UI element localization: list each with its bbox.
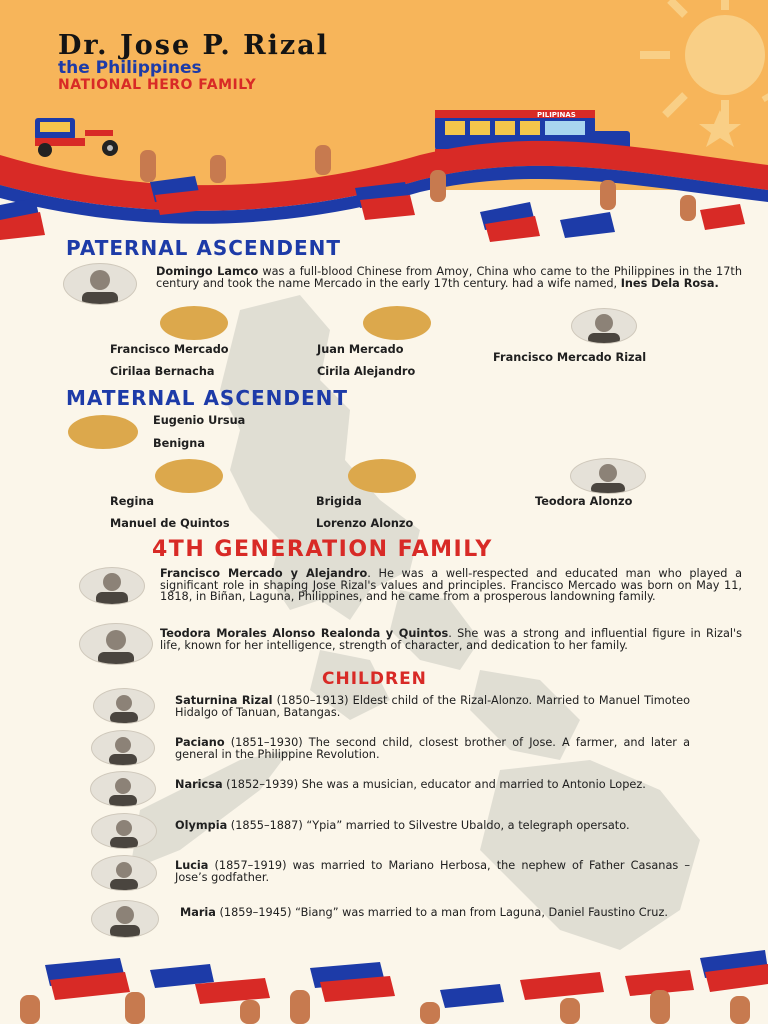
placeholder-circle [160, 306, 228, 340]
child-name: Naricsa [175, 778, 223, 791]
father-text [160, 568, 742, 603]
mother-name: Teodora Morales Alonso Realonda y Quintos [160, 627, 449, 640]
person-icon [92, 731, 154, 765]
ines-dela-rosa-name: Ines Dela Rosa. [620, 276, 719, 290]
name-brigida: Brigida [316, 495, 362, 508]
page-tagline: NATIONAL HERO FAMILY [58, 77, 257, 93]
child-name: Olympia [175, 819, 228, 832]
fourth-generation-heading: 4TH GENERATION FAMILY [152, 537, 493, 562]
portrait-teodora-morales [79, 623, 153, 665]
person-icon [64, 264, 136, 304]
child-name: Maria [180, 906, 216, 919]
flag-strip-bottom [0, 940, 768, 1024]
name-regina: Regina [110, 495, 154, 508]
child-desc: (1850–1913) Eldest child of the Rizal-Alonzo. Married to Manuel Timoteo Hidalgo of Tanuan, Batangas. [175, 694, 690, 719]
child-desc: (1852–1939) She was a musician, educator and married to Antonio Lopez. [222, 778, 646, 791]
placeholder-circle [68, 415, 138, 449]
portrait-saturnina [93, 688, 155, 724]
child-olympia [175, 820, 690, 832]
placeholder-circle [363, 306, 431, 340]
paternal-heading: PATERNAL ASCENDENT [66, 236, 341, 260]
person-icon [92, 814, 156, 848]
name-benigna: Benigna [153, 437, 205, 450]
domingo-lamco-desc: was a full-blood Chinese from Amoy, China who came to the Philippines in the 17th century and took the name Mercado in the early 17th century. had a wife named, [156, 265, 743, 290]
name-juan-mercado: Juan Mercado [317, 343, 404, 356]
portrait-lucia [91, 855, 157, 891]
name-cirilaa-bernacha: Cirilaa Bernacha [110, 365, 215, 378]
child-desc: (1857–1919) was married to Mariano Herbosa, the nephew of Father Casanas – Jose’s godfather. [175, 859, 690, 884]
page-subtitle: the Philippines [58, 58, 202, 78]
name-francisco-mercado: Francisco Mercado [110, 343, 229, 356]
child-name: Saturnina Rizal [175, 694, 273, 707]
name-teodora-alonzo: Teodora Alonzo [535, 495, 633, 508]
portrait-naricsa [90, 771, 156, 807]
child-maria [180, 907, 695, 919]
portrait-teodora-alonzo [570, 458, 646, 494]
person-icon [92, 901, 158, 937]
child-desc: (1855–1887) “Ypia” married to Silvestre Ubaldo, a telegraph opersato. [227, 819, 630, 832]
portrait-maria [91, 900, 159, 938]
child-name: Paciano [175, 736, 225, 749]
father-name: Francisco Mercado y Alejandro [160, 567, 368, 580]
mother-text [160, 628, 742, 651]
domingo-lamco-name: Domingo Lamco [156, 265, 259, 278]
portrait-paciano [91, 730, 155, 766]
domingo-lamco-text [156, 266, 742, 289]
portrait-domingo-lamco [63, 263, 137, 305]
sun-icon [630, 0, 768, 150]
flag-strip-top [0, 140, 768, 245]
name-eugenio-ursua: Eugenio Ursua [153, 414, 246, 427]
child-paciano [175, 737, 690, 760]
page-title: Dr. Jose P. Rizal [58, 30, 329, 61]
person-icon [94, 689, 154, 723]
name-francisco-mercado-rizal: Francisco Mercado Rizal [493, 351, 647, 364]
placeholder-circle [348, 459, 416, 493]
name-manuel-de-quintos: Manuel de Quintos [110, 517, 230, 530]
person-icon [92, 856, 156, 890]
children-heading: CHILDREN [322, 669, 427, 689]
person-icon [572, 309, 636, 343]
person-icon [80, 624, 152, 664]
portrait-francisco-mercado-y-alejandro [79, 567, 145, 605]
name-cirila-alejandro: Cirila Alejandro [317, 365, 416, 378]
child-desc: (1851–1930) The second child, closest brother of Jose. A farmer, and later a general in the Philippine Revolution. [175, 736, 690, 761]
maternal-heading: MATERNAL ASCENDENT [66, 386, 349, 410]
father-desc: . He was a well-respected and educated man who played a significant role in shaping Jose Rizal's values and principles. Francisco Mercado was born on May 11, 1818, in Biñan, Laguna, Philippines, and he came from a prosperous landowning family. [160, 567, 742, 603]
child-name: Lucia [175, 859, 209, 872]
child-saturnina [175, 695, 690, 718]
child-lucia [175, 860, 690, 883]
person-icon [91, 772, 155, 806]
person-icon [80, 568, 144, 604]
child-naricsa [175, 779, 690, 791]
jeepney-sign: PILIPINAS [537, 111, 576, 119]
placeholder-circle [155, 459, 223, 493]
portrait-olympia [91, 813, 157, 849]
portrait-francisco-mercado-rizal [571, 308, 637, 344]
mother-desc: . She was a strong and influential figure in Rizal's life, known for her intelligence, strength of character, and dedication to her family. [160, 627, 743, 652]
name-lorenzo-alonzo: Lorenzo Alonzo [316, 517, 414, 530]
child-desc: (1859–1945) “Biang” was married to a man from Laguna, Daniel Faustino Cruz. [215, 906, 668, 919]
person-icon [571, 459, 645, 493]
